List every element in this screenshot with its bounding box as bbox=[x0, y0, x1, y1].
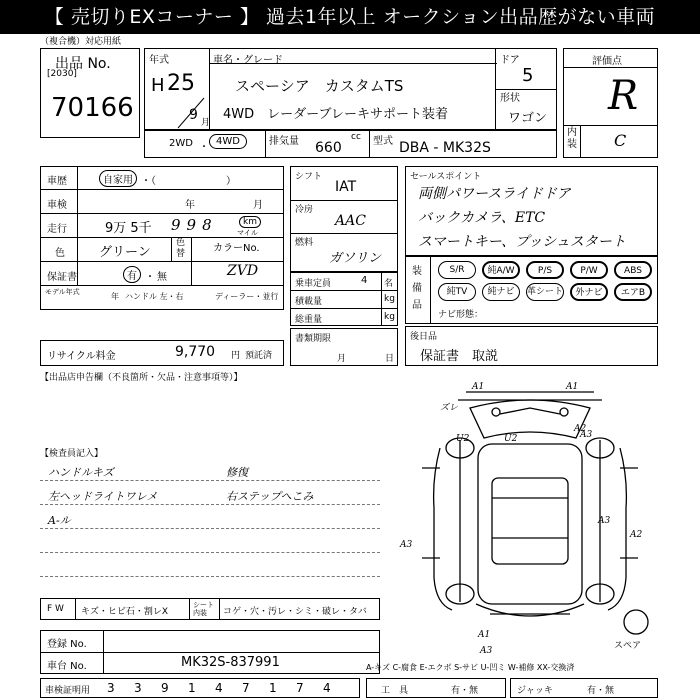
doors-label: ドア bbox=[500, 55, 520, 66]
inspection-year-unit: 年 bbox=[185, 200, 195, 211]
rating-value: R bbox=[608, 73, 639, 119]
equipment-box bbox=[405, 256, 658, 324]
paper-note: （複合機）対応用紙 bbox=[40, 37, 122, 47]
interior-label: 内装 bbox=[567, 127, 577, 150]
equipment-item: S/R bbox=[438, 261, 476, 279]
details-left bbox=[40, 166, 284, 310]
color-no-value: ZVD bbox=[227, 263, 259, 279]
inspection-label: 車検 bbox=[47, 200, 67, 211]
vin-digit: 1 bbox=[269, 681, 277, 695]
rating-box bbox=[563, 48, 658, 158]
history-value: 自家用 bbox=[99, 170, 137, 187]
equipment-item: 純ナビ bbox=[482, 283, 520, 301]
jack-value: 有・無 bbox=[587, 686, 615, 696]
inspector-note-5: 右ステップへこみ bbox=[226, 490, 314, 503]
equipment-item: 外ナビ bbox=[570, 283, 608, 301]
color-value: グリーン bbox=[99, 245, 151, 260]
rating-label: 評価点 bbox=[592, 56, 622, 67]
mileage-digits: 998 bbox=[171, 216, 218, 234]
mileage-prefix: 9万 5千 bbox=[105, 221, 152, 236]
warranty-yes: 有 bbox=[123, 266, 141, 283]
legend-fw: F W bbox=[47, 604, 64, 614]
car-name-label: 車名・グレード bbox=[213, 55, 283, 66]
body-type-label: 形状 bbox=[500, 93, 520, 104]
vin-digit: 3 bbox=[107, 681, 115, 695]
vin-digit: 3 bbox=[134, 681, 142, 695]
recycle-unit: 円 bbox=[231, 351, 241, 361]
mileage-unit2: マイル bbox=[237, 229, 258, 237]
warranty-label: 保証書 bbox=[47, 272, 77, 283]
color-label: 色 bbox=[55, 248, 65, 259]
interior-value: C bbox=[614, 131, 627, 150]
year-label: 年式 bbox=[149, 55, 169, 66]
sales-points-label: セールスポイント bbox=[410, 172, 482, 182]
equipment-label: 装備品 bbox=[412, 266, 422, 311]
delivery-value: 保証書 取説 bbox=[420, 349, 499, 364]
damage-mark: ズレ bbox=[440, 403, 459, 413]
damage-mark: A2 bbox=[574, 424, 587, 434]
mileage-unit: km bbox=[239, 216, 261, 228]
sales-point-3: スマートキー、プッシュスタート bbox=[418, 234, 626, 250]
equipment-item: P/W bbox=[570, 261, 608, 279]
legend-seat: シート内装 bbox=[193, 601, 214, 617]
capacity-value: 4 bbox=[361, 275, 368, 286]
damage-mark: U2 bbox=[504, 434, 518, 444]
damage-mark: A3 bbox=[480, 646, 493, 656]
fuel-value: ガソリン bbox=[329, 251, 382, 266]
recycle-label: リサイクル料金 bbox=[47, 351, 116, 362]
doc-month-unit: 月 bbox=[337, 354, 347, 364]
vin-digit: 1 bbox=[188, 681, 196, 695]
inspector-note-2: 左ヘッドライトワレメ bbox=[48, 490, 158, 503]
drive-2wd: 2WD bbox=[169, 138, 193, 149]
mileage-label: 走行 bbox=[47, 224, 67, 235]
codes-legend: A-キズ C-腐食 E-エクボ S-サビ U-凹ミ W-補修 XX-交換済 bbox=[366, 663, 575, 672]
damage-mark: A1 bbox=[472, 382, 485, 392]
doc-deadline-box bbox=[290, 328, 398, 366]
vin-digit: 4 bbox=[215, 681, 223, 695]
warranty-dot: ・ bbox=[145, 272, 155, 283]
ac-value: AAC bbox=[335, 213, 366, 229]
capacity-label: 乗車定員 bbox=[295, 279, 332, 289]
legend-row bbox=[40, 598, 380, 620]
inspector-note-3: A-ル bbox=[48, 514, 71, 527]
damage-mark: A1 bbox=[478, 630, 491, 640]
warranty-no: 無 bbox=[157, 272, 167, 283]
color-no-label: カラーNo. bbox=[213, 243, 260, 254]
ac-label: 冷房 bbox=[295, 205, 314, 215]
delivery-box bbox=[405, 326, 658, 366]
fuel-label: 燃料 bbox=[295, 238, 314, 248]
chassis-value: MK32S-837991 bbox=[181, 655, 280, 670]
vin-digit: 7 bbox=[296, 681, 304, 695]
car-grade: 4WD レーダーブレーキサポート装着 bbox=[223, 107, 448, 122]
inspection-month-unit: 月 bbox=[253, 200, 263, 211]
vin-digit: 9 bbox=[161, 681, 169, 695]
lot-number: 70166 bbox=[51, 93, 134, 123]
equipment-item: 革シート bbox=[526, 283, 564, 301]
damage-mark: U2 bbox=[456, 434, 470, 444]
tools-label: 工 具 bbox=[381, 686, 409, 696]
car-damage-diagram bbox=[400, 378, 660, 640]
inspector-note-1: ハンドルキズ bbox=[48, 466, 114, 479]
sales-point-2: バックカメラ、ETC bbox=[418, 210, 546, 226]
year-value: 25 bbox=[167, 71, 195, 96]
chassis-label: 車台 No. bbox=[47, 661, 87, 672]
damage-mark: A3 bbox=[400, 540, 413, 550]
doors-value: 5 bbox=[522, 65, 534, 86]
shift-label: シフト bbox=[295, 172, 323, 182]
damage-mark: A1 bbox=[566, 382, 579, 392]
year-slash bbox=[144, 48, 214, 130]
handle-side: ハンドル 左・右 bbox=[125, 292, 184, 301]
load-unit: kg bbox=[384, 294, 395, 304]
weight-unit: kg bbox=[384, 312, 395, 322]
lot-box bbox=[40, 48, 140, 138]
equipment-item: 純A/W bbox=[482, 261, 520, 279]
month-value: 9 bbox=[189, 107, 198, 123]
weight-label: 総重量 bbox=[295, 315, 323, 325]
model-year-unit: 年 bbox=[111, 292, 119, 301]
capacity-box bbox=[290, 272, 398, 326]
color-change-label: 色替 bbox=[176, 238, 186, 259]
doc-day-unit: 日 bbox=[385, 354, 395, 364]
lot-code: [2030] bbox=[47, 69, 77, 79]
legend-seat-items: コゲ・穴・汚レ・シミ・破レ・タバ bbox=[223, 607, 367, 617]
equipment-item: ABS bbox=[614, 261, 652, 279]
history-label: 車歴 bbox=[47, 176, 67, 187]
jack-label: ジャッキ bbox=[517, 686, 553, 696]
vin-digit: 4 bbox=[323, 681, 331, 695]
displacement-unit: cc bbox=[351, 132, 361, 142]
navi-label: ナビ形態： bbox=[438, 310, 484, 320]
drive-4wd: 4WD bbox=[209, 134, 247, 149]
vin-cert-label: 車検証明用 bbox=[45, 686, 91, 696]
year-era: H bbox=[151, 75, 165, 96]
defects-label: 【出品店申告欄（不良箇所・欠品・注意事項等）】 bbox=[40, 373, 243, 383]
model-year-label: モデル年式 bbox=[45, 288, 80, 296]
equipment-item: P/S bbox=[526, 261, 564, 279]
details-mid bbox=[290, 166, 398, 272]
car-name: スペーシア カスタムTS bbox=[235, 77, 404, 95]
sales-point-1: 両側パワースライドドア bbox=[418, 186, 571, 202]
lot-label: 出品 No. bbox=[55, 56, 111, 72]
inspector-label: 【検査員記入】 bbox=[40, 449, 104, 459]
model-label: 型式 bbox=[373, 136, 393, 147]
model-value: DBA - MK32S bbox=[399, 140, 491, 156]
vin-cert-row bbox=[40, 678, 360, 698]
spare-label: スペア bbox=[614, 641, 642, 651]
displacement-label: 排気量 bbox=[269, 136, 299, 147]
damage-mark: A2 bbox=[630, 530, 643, 540]
body-type-value: ワゴン bbox=[508, 111, 548, 126]
equipment-item: 純TV bbox=[438, 283, 476, 301]
drive-row bbox=[144, 130, 557, 158]
reg-label: 登録 No. bbox=[47, 639, 87, 650]
sales-points-box bbox=[405, 166, 658, 256]
recycle-row bbox=[40, 340, 284, 366]
drive-sep: ・ bbox=[199, 142, 209, 153]
tools-value: 有・無 bbox=[451, 686, 479, 696]
delivery-label: 後日品 bbox=[410, 332, 438, 342]
load-label: 積載量 bbox=[295, 297, 323, 307]
legend-fw-items: キズ・ヒビ石・割レX bbox=[81, 607, 168, 617]
vin-digit: 7 bbox=[242, 681, 250, 695]
shift-value: IAT bbox=[335, 179, 357, 195]
registration-box bbox=[40, 630, 380, 674]
equipment-item: エアB bbox=[614, 283, 652, 301]
inspector-note-4: 修復 bbox=[226, 466, 248, 479]
recycle-note: 預託済 bbox=[245, 351, 273, 361]
jack-box bbox=[510, 678, 658, 698]
recycle-value: 9,770 bbox=[175, 344, 216, 360]
capacity-unit: 名 bbox=[384, 279, 394, 289]
title-banner: 【 売切りEXコーナー 】 過去1年以上 オークション出品歴がない車両 bbox=[0, 0, 700, 34]
damage-mark: A3 bbox=[598, 516, 611, 526]
doc-deadline-label: 書類期限 bbox=[295, 334, 332, 344]
dealer-type: ディーラー・並行 bbox=[215, 292, 279, 301]
tools-box bbox=[366, 678, 506, 698]
displacement-value: 660 bbox=[315, 140, 342, 156]
history-rest: ・（ ） bbox=[141, 176, 236, 187]
door-box bbox=[495, 48, 557, 130]
damage-mark: A3 bbox=[580, 430, 593, 440]
month-unit: 月 bbox=[201, 118, 211, 128]
